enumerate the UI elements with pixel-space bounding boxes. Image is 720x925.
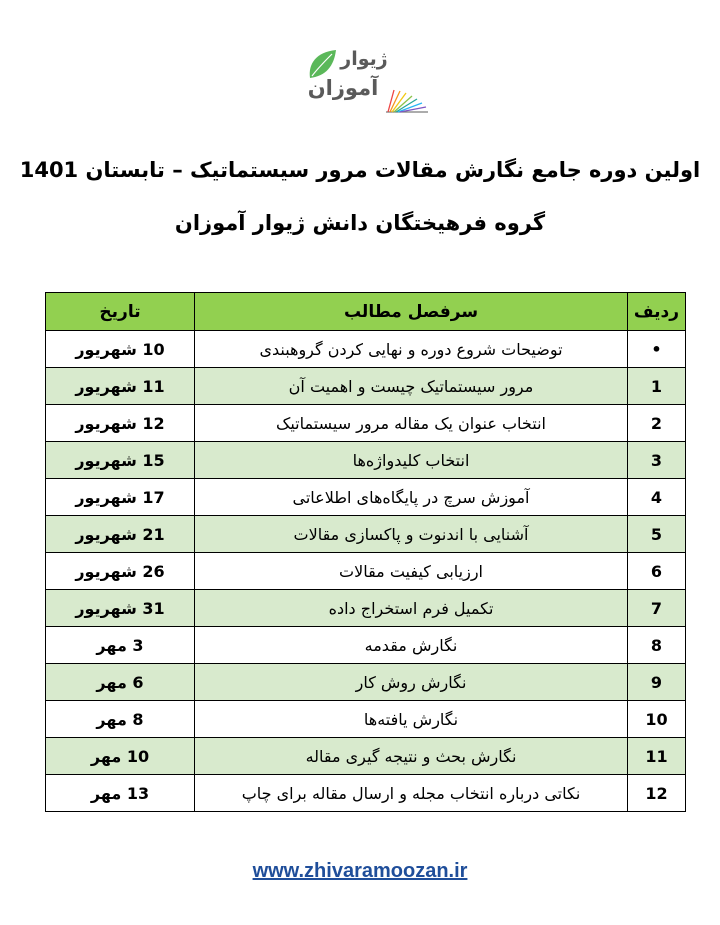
row-number: 3 — [628, 442, 686, 479]
row-number: 4 — [628, 479, 686, 516]
table-row — [46, 738, 686, 775]
row-date: 17 شهریور — [46, 479, 195, 516]
row-number: 7 — [628, 590, 686, 627]
row-date: 6 مهر — [46, 664, 195, 701]
row-topic: ارزیابی کیفیت مقالات — [195, 553, 628, 590]
table-header-row — [46, 293, 686, 331]
row-date: 21 شهریور — [46, 516, 195, 553]
schedule-table — [45, 292, 686, 812]
brand-logo — [300, 44, 435, 114]
row-number: 6 — [628, 553, 686, 590]
row-number: 9 — [628, 664, 686, 701]
logo-line1: ژیوار — [340, 48, 388, 70]
row-topic: نگارش مقدمه — [195, 627, 628, 664]
table-row — [46, 516, 686, 553]
table-row — [46, 701, 686, 738]
website-link[interactable]: www.zhivaramoozan.ir — [252, 860, 468, 882]
table-row — [46, 405, 686, 442]
row-date: 12 شهریور — [46, 405, 195, 442]
row-number: 5 — [628, 516, 686, 553]
table-row — [46, 664, 686, 701]
row-date: 11 شهریور — [46, 368, 195, 405]
page-title: اولین دوره جامع نگارش مقالات مرور سیستماتیک – تابستان 1401 — [19, 158, 701, 182]
row-topic: مرور سیستماتیک چیست و اهمیت آن — [195, 368, 628, 405]
table-row — [46, 368, 686, 405]
logo-line2: آموزان — [307, 76, 379, 100]
book-fan-icon — [384, 88, 430, 114]
row-topic: نکاتی درباره انتخاب مجله و ارسال مقاله برای چاپ — [195, 775, 628, 812]
row-topic: انتخاب کلیدواژه‌ها — [195, 442, 628, 479]
header-row-number: ردیف — [628, 293, 686, 331]
row-topic: آشنایی با اندنوت و پاکسازی مقالات — [195, 516, 628, 553]
row-topic: انتخاب عنوان یک مقاله مرور سیستماتیک — [195, 405, 628, 442]
row-date: 3 مهر — [46, 627, 195, 664]
row-topic: نگارش بحث و نتیجه گیری مقاله — [195, 738, 628, 775]
table-row — [46, 590, 686, 627]
row-date: 31 شهریور — [46, 590, 195, 627]
row-number: 11 — [628, 738, 686, 775]
table-row — [46, 442, 686, 479]
table-row — [46, 553, 686, 590]
row-date: 13 مهر — [46, 775, 195, 812]
row-date: 10 مهر — [46, 738, 195, 775]
header-topic: سرفصل مطالب — [195, 293, 628, 331]
row-topic: تکمیل فرم استخراج داده — [195, 590, 628, 627]
row-number: • — [628, 331, 686, 368]
row-topic: توضیحات شروع دوره و نهایی کردن گروهبندی — [195, 331, 628, 368]
row-date: 15 شهریور — [46, 442, 195, 479]
row-date: 8 مهر — [46, 701, 195, 738]
row-number: 2 — [628, 405, 686, 442]
row-number: 8 — [628, 627, 686, 664]
row-topic: نگارش روش کار — [195, 664, 628, 701]
table-row — [46, 331, 686, 368]
page-subtitle: گروه فرهیختگان دانش ژیوار آموزان — [174, 211, 546, 235]
table-row — [46, 775, 686, 812]
row-number: 10 — [628, 701, 686, 738]
row-date: 26 شهریور — [46, 553, 195, 590]
table-row — [46, 479, 686, 516]
row-number: 12 — [628, 775, 686, 812]
row-topic: آموزش سرچ در پایگاه‌های اطلاعاتی — [195, 479, 628, 516]
row-topic: نگارش یافته‌ها — [195, 701, 628, 738]
header-date: تاریخ — [46, 293, 195, 331]
table-row — [46, 627, 686, 664]
row-date: 10 شهریور — [46, 331, 195, 368]
row-number: 1 — [628, 368, 686, 405]
